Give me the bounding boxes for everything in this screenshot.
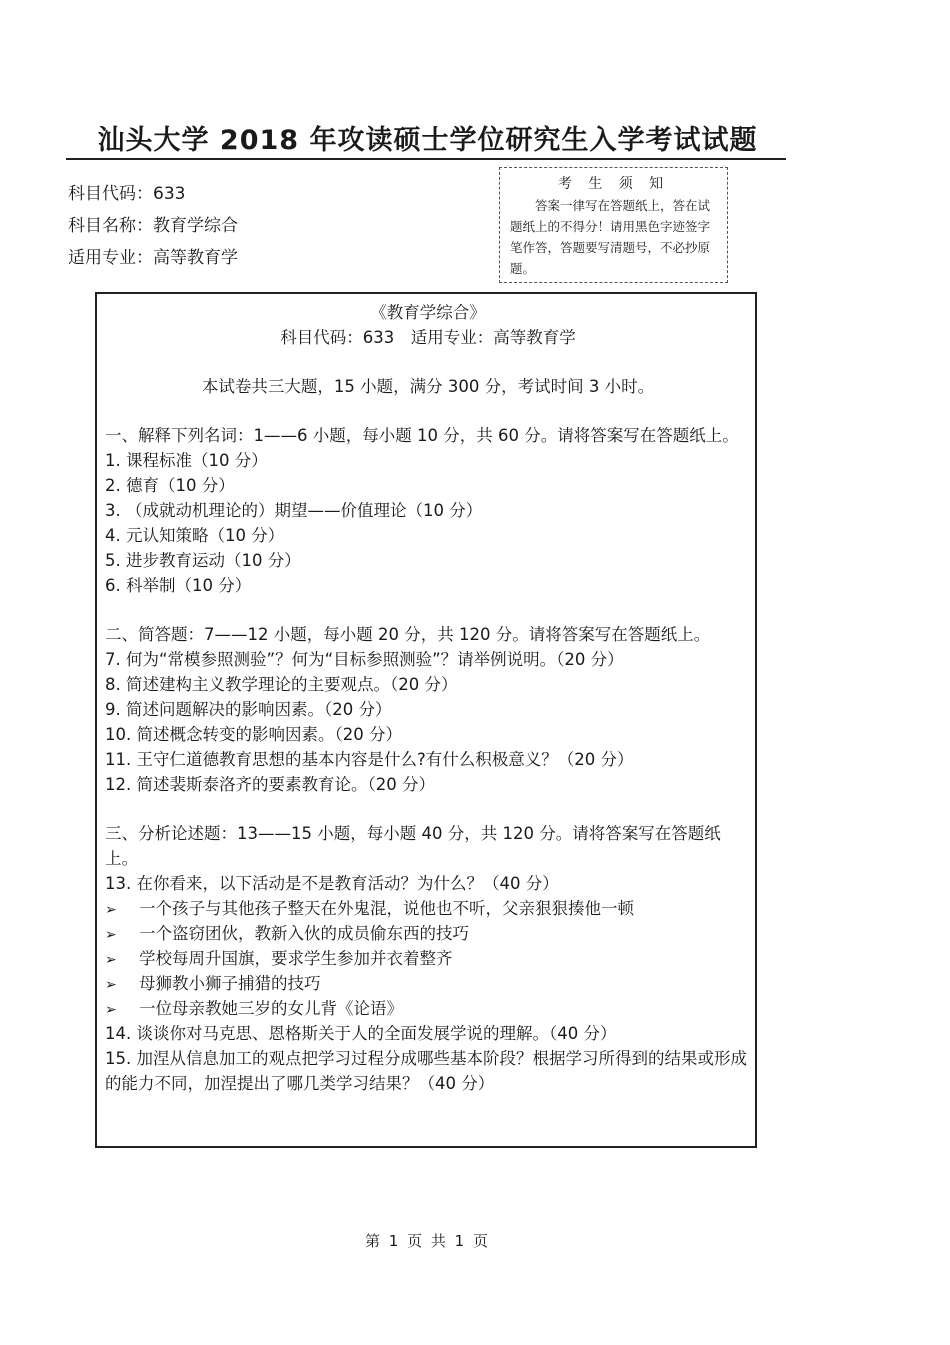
question-item: 1. 课程标准（10 分） [105, 451, 268, 470]
exam-code-major: 科目代码：633 适用专业：高等教育学 [280, 328, 576, 347]
question-item: 4. 元认知策略（10 分） [105, 526, 285, 545]
exam-meta [68, 178, 238, 274]
question-item: 2. 德育（10 分） [105, 476, 235, 495]
bullet-item: ➢ 母狮教小狮子捕猎的技巧 [105, 971, 751, 996]
question-item: 7. 何为“常模参照测验”？何为“目标参照测验”？请举例说明。（20 分） [105, 650, 624, 669]
bullet-item: ➢ 一位母亲教她三岁的女儿背《论语》 [105, 996, 751, 1021]
section-3-heading: 三、分析论述题：13——15 小题，每小题 40 分，共 120 分。请将答案写在答题纸上。 [105, 824, 721, 868]
question-item: 5. 进步教育运动（10 分） [105, 551, 301, 570]
question-frame [95, 292, 757, 1148]
bullet-item: ➢ 学校每周升国旗，要求学生参加并衣着整齐 [105, 946, 751, 971]
subject-name: 科目名称：教育学综合 [68, 216, 238, 236]
question-item: 9. 简述问题解决的影响因素。（20 分） [105, 700, 392, 719]
section-2-heading: 二、简答题：7——12 小题，每小题 20 分，共 120 分。请将答案写在答题纸上。 [105, 625, 711, 644]
question-13: 13. 在你看来，以下活动是不是教育活动？为什么？（40 分） [105, 874, 559, 893]
question-item: 12. 简述裴斯泰洛齐的要素教育论。（20 分） [105, 775, 435, 794]
question-14: 14. 谈谈你对马克思、恩格斯关于人的全面发展学说的理解。（40 分） [105, 1024, 617, 1043]
question-item: 8. 简述建构主义教学理论的主要观点。（20 分） [105, 675, 458, 694]
question-item: 6. 科举制（10 分） [105, 576, 252, 595]
bullet-item: ➢ 一个孩子与其他孩子整天在外鬼混，说他也不听，父亲狠狠揍他一顿 [105, 896, 751, 921]
notice-title: 考 生 须 知 [557, 176, 670, 192]
exam-summary: 本试卷共三大题，15 小题，满分 300 分，考试时间 3 小时。 [201, 377, 655, 396]
question-item: 3. （成就动机理论的）期望——价值理论（10 分） [105, 501, 483, 520]
bullet-item: ➢ 一个盗窃团伙，教新入伙的成员偷东西的技巧 [105, 921, 751, 946]
question-15: 15. 加涅从信息加工的观点把学习过程分成哪些基本阶段？根据学习所得到的结果或形成的能力不同，加涅提出了哪几类学习结果？（40 分） [105, 1049, 747, 1093]
page-number: 第 1 页 共 1 页 [365, 1232, 490, 1250]
exam-name: 《教育学综合》 [370, 303, 486, 322]
question-item: 11. 王守仁道德教育思想的基本内容是什么?有什么积极意义？（20 分） [105, 750, 634, 769]
notice-body: 答案一律写在答题纸上，答在试题纸上的不得分！请用黑色字迹签字笔作答，答题要写清题号，不必抄原题。 [510, 198, 711, 276]
question-item: 10. 简述概念转变的影响因素。（20 分） [105, 725, 402, 744]
section-1-heading: 一、解释下列名词：1——6 小题，每小题 10 分，共 60 分。请将答案写在答题纸上。 [105, 426, 739, 445]
title-underline [66, 158, 786, 160]
exam-title: 汕头大学 2018 年攻读硕士学位研究生入学考试试题 [97, 125, 758, 156]
candidate-notice-box [499, 167, 728, 283]
subject-code: 科目代码：633 [68, 184, 186, 204]
applicable-major: 适用专业：高等教育学 [68, 248, 238, 268]
